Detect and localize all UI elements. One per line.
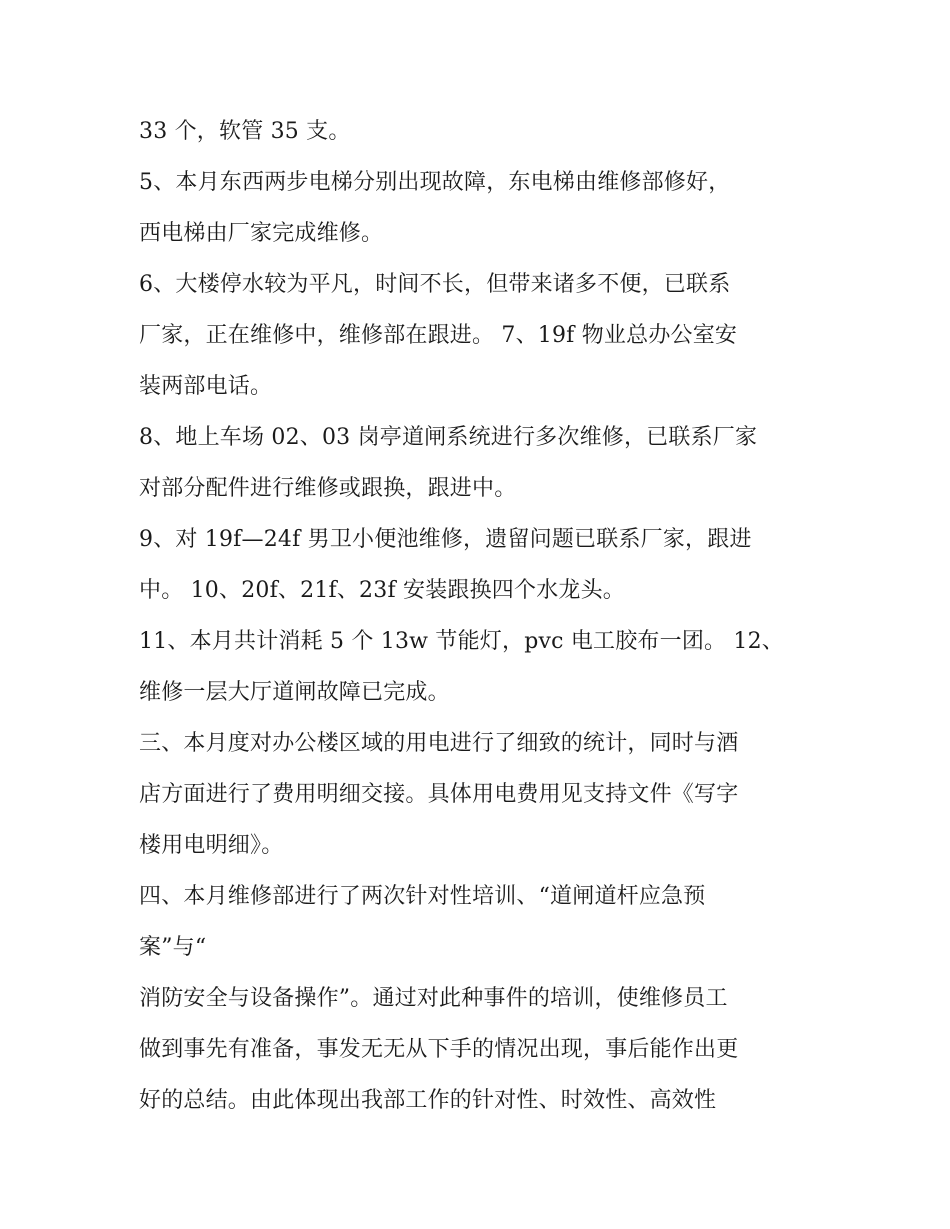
text-line-15: 楼用电明细》。 <box>139 833 284 858</box>
text-line-7: 8、地上车场 02、03 岗亭道闸系统进行多次维修，已联系厂家 <box>139 425 758 450</box>
text-line-19: 做到事先有准备，事发无无从下手的情况出现，事后能作出更 <box>139 1037 739 1062</box>
text-line-2: 5、本月东西两步电梯分别出现故障，东电梯由维修部修好， <box>139 170 731 195</box>
text-line-20: 好的总结。由此体现出我部工作的针对性、时效性、高效性 <box>139 1088 717 1113</box>
text-line-1: 33 个，软管 35 支。 <box>139 119 351 144</box>
text-line-16: 四、本月维修部进行了两次针对性培训、“道闸道杆应急预 <box>139 884 706 909</box>
text-line-17: 案”与“ <box>139 935 207 960</box>
text-line-3: 西电梯由厂家完成维修。 <box>139 221 384 246</box>
text-line-9: 9、对 19f—24f 男卫小便池维修，遗留问题已联系厂家，跟进 <box>139 527 752 552</box>
text-line-6: 装两部电话。 <box>139 374 273 399</box>
text-line-10: 中。 10、20f、21f、23f 安装跟换四个水龙头。 <box>139 578 625 603</box>
text-line-11: 11、本月共计消耗 5 个 13w 节能灯，pvc 电工胶布一团。 12、 <box>139 629 785 654</box>
text-line-13: 三、本月度对办公楼区域的用电进行了细致的统计，同时与酒 <box>139 731 739 756</box>
text-line-12: 维修一层大厅道闸故障已完成。 <box>139 680 450 705</box>
text-line-8: 对部分配件进行维修或跟换，跟进中。 <box>139 476 517 501</box>
text-line-18: 消防安全与设备操作”。通过对此种事件的培训，使维修员工 <box>139 986 728 1011</box>
text-line-14: 店方面进行了费用明细交接。具体用电费用见支持文件《写字 <box>139 782 739 807</box>
text-line-5: 厂家，正在维修中，维修部在跟进。 7、19f 物业总办公室安 <box>139 323 738 348</box>
text-line-4: 6、大楼停水较为平凡，时间不长，但带来诸多不便，已联系 <box>139 272 731 297</box>
report-body-text <box>139 106 829 1126</box>
